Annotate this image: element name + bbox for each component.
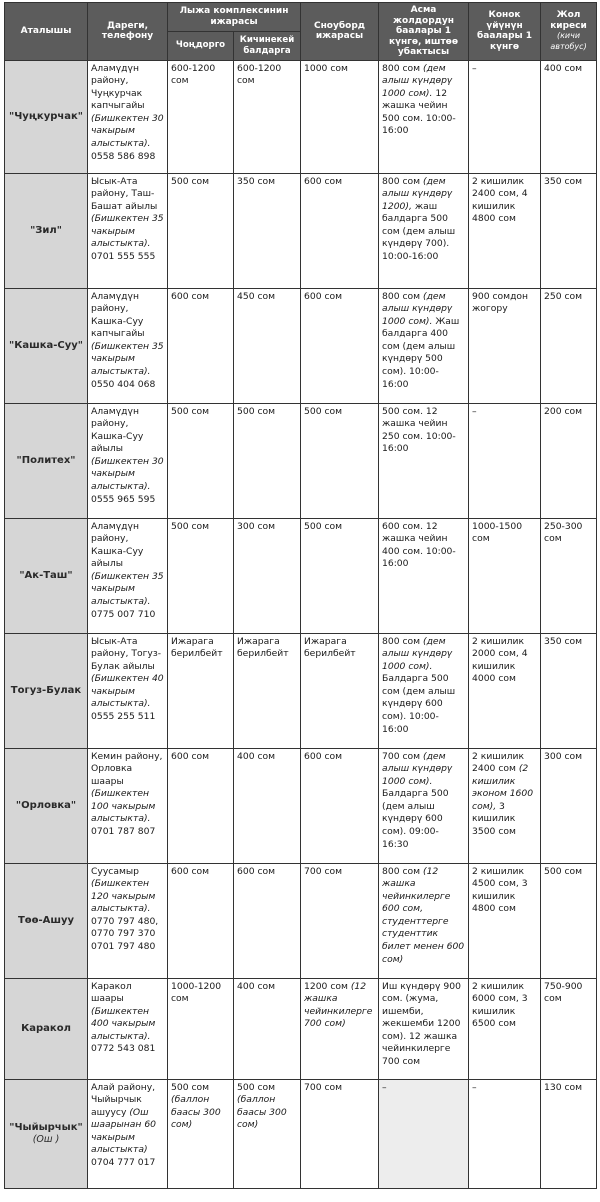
- distance-note: (Бишкектен 30 чакырым алыстыкта).: [91, 455, 164, 493]
- lift-details: 12 жашка чейин 500 сом. 10:00-16:00: [382, 87, 456, 137]
- address-text: Аламүдүн району, Кашка-Суу капчыгайы: [91, 290, 145, 340]
- lift-price: 800 сом: [382, 290, 423, 302]
- hotel-price: –: [472, 405, 477, 417]
- address-cell: [88, 978, 168, 1079]
- transport-price: 250 сом: [544, 290, 583, 302]
- resort-name-cell: [5, 633, 88, 748]
- resort-name: "Ак-Таш": [19, 569, 73, 581]
- snowboard-price: 700 сом: [304, 1081, 343, 1093]
- distance-note: (Бишкектен 120 чакырым алыстыкта).: [91, 878, 156, 915]
- table-row: [5, 863, 597, 978]
- ski-kids-cell: [234, 978, 301, 1079]
- hotel-cell: [469, 1079, 541, 1188]
- transport-price: 750-900 сом: [544, 980, 583, 1005]
- header-ski-adults: Чоңдорго: [168, 31, 234, 60]
- lift-note: (дем алыш күндөрү 1000 сом).: [382, 635, 453, 672]
- header-transport-note: (кичи автобус): [550, 31, 587, 51]
- snowboard-price: 1000 сом: [304, 62, 348, 74]
- ski-kids-price: Ижарага берилбейт: [237, 635, 289, 660]
- hotel-price: 2 кишилик 4500 сом, 3 кишилик 4800 сом: [472, 865, 528, 915]
- transport-price: 500 сом: [544, 865, 583, 877]
- ski-kids-cell: [234, 1079, 301, 1188]
- transport-cell: [541, 403, 597, 518]
- transport-cell: [541, 748, 597, 863]
- address-text: Алай району, Чыйырчык ашуусу: [91, 1081, 156, 1118]
- hotel-cell: [469, 748, 541, 863]
- hotel-price: 2 кишилик 2400 сом, 4 кишилик 4800 сом: [472, 175, 528, 225]
- snowboard-note: (12 жашка чейинкилерге 700 сом): [304, 980, 373, 1030]
- table-header: [5, 3, 597, 61]
- lift-details: Балдарга 500 (дем алыш күндөрү 600 сом). 09:00-16:30: [382, 788, 449, 850]
- address-cell: [88, 1079, 168, 1188]
- address-cell: [88, 633, 168, 748]
- header-ski-rental: Лыжа комплексинин ижарасы: [168, 3, 301, 32]
- ski-adults-price: 600 сом: [171, 750, 210, 762]
- phone-number: 0775 007 710: [91, 608, 156, 620]
- hotel-details: 3 кишилик 3500 сом: [472, 800, 516, 838]
- ski-adults-price: 500 сом: [171, 520, 210, 532]
- hotel-price: 900 сомдон жогору: [472, 290, 529, 315]
- lift-cell: [379, 403, 469, 518]
- ski-adults-cell: [168, 1079, 234, 1188]
- lift-price: 800 сом: [382, 62, 423, 74]
- phone-number: 0701 787 807: [91, 826, 156, 838]
- ski-kids-price: 400 сом: [237, 980, 276, 992]
- lift-note: (12 жашка чейинкилерге 600 сом, студенттерге студенттик билет менен 600 сом): [382, 865, 465, 965]
- hotel-cell: [469, 978, 541, 1079]
- transport-cell: [541, 173, 597, 288]
- ski-kids-cell: [234, 633, 301, 748]
- ski-kids-cell: [234, 288, 301, 403]
- resort-name: Төө-Ашуу: [17, 914, 75, 926]
- ski-kids-price: 600-1200 сом: [237, 62, 282, 87]
- table-row: [5, 60, 597, 173]
- phone-number: 0555 255 511: [91, 711, 156, 723]
- lift-price: 700 сом: [382, 750, 423, 762]
- ski-kids-note: (баллон баасы 300 сом): [237, 1094, 287, 1131]
- header-transport-label: Жол киреси: [550, 10, 587, 31]
- ski-adults-cell: [168, 288, 234, 403]
- table-row: [5, 403, 597, 518]
- ski-adults-price: 500 сом: [171, 1081, 210, 1093]
- lift-price: 800 сом: [382, 175, 423, 187]
- resort-name: Каракол: [21, 1022, 71, 1034]
- phone-number: 0701 555 555: [91, 251, 156, 263]
- ski-kids-price: 350 сом: [237, 175, 276, 187]
- ski-adults-cell: [168, 863, 234, 978]
- ski-adults-price: 500 сом: [171, 405, 210, 417]
- lift-price: 800 сом: [382, 865, 423, 877]
- phone-number: 0555 965 595: [91, 493, 156, 505]
- transport-cell: [541, 978, 597, 1079]
- phone-number: 0550 404 068: [91, 378, 156, 390]
- ski-adults-cell: [168, 978, 234, 1079]
- distance-note: (Бишкектен 100 чакырым алыстыкта).: [91, 788, 156, 825]
- hotel-price: 2 кишилик 2400 сом: [472, 750, 525, 775]
- snowboard-cell: [301, 403, 379, 518]
- address-text: Аламүдүн району, Кашка-Суу айылы: [91, 520, 144, 570]
- ski-adults-cell: [168, 518, 234, 633]
- snowboard-price: 600 сом: [304, 750, 343, 762]
- lift-price: Иш күндөрү 900 сом. (жума, ишемби, жекшемби 1200 сом). 12 жашка чейинкилерге 700 сом: [382, 980, 461, 1068]
- phone-number: 0772 543 081: [91, 1043, 156, 1055]
- address-text: Ысык-Ата району, Таш-Башат айылы: [91, 175, 158, 212]
- hotel-cell: [469, 403, 541, 518]
- resort-name: Тогуз-Булак: [10, 684, 82, 696]
- address-text: Аламүдүн району, Чуңкурчак капчыгайы: [91, 62, 145, 112]
- lift-price: 800 сом: [382, 635, 423, 647]
- lift-cell: [379, 288, 469, 403]
- resort-name: "Орловка": [15, 799, 77, 811]
- lift-cell: [379, 518, 469, 633]
- address-cell: [88, 288, 168, 403]
- resort-name-cell: [5, 863, 88, 978]
- resort-name: "Политех": [16, 454, 76, 466]
- transport-price: 350 сом: [544, 635, 583, 647]
- hotel-cell: [469, 863, 541, 978]
- lift-cell: [379, 60, 469, 173]
- address-cell: [88, 60, 168, 173]
- ski-resorts-table-container: [4, 2, 596, 1198]
- distance-note: (Ош шаарынан 60 чакырым алыстыкта): [91, 1106, 157, 1156]
- header-address: Дареги, телефону: [88, 3, 168, 61]
- header-hotel: Конок үйүнүн баалары 1 күнгө: [469, 3, 541, 61]
- ski-resorts-table: [4, 2, 597, 1189]
- table-row: [5, 633, 597, 748]
- address-cell: [88, 863, 168, 978]
- snowboard-cell: [301, 863, 379, 978]
- hotel-price: 2 кишилик 2000 сом, 4 кишилик 4000 сом: [472, 635, 528, 685]
- distance-note: (Бишкектен 35 чакырым алыстыкта).: [91, 570, 164, 608]
- snowboard-cell: [301, 633, 379, 748]
- ski-adults-note: (баллон баасы 300 сом): [171, 1094, 221, 1131]
- resort-name-cell: [5, 748, 88, 863]
- address-text: Каракол шаары: [91, 980, 132, 1005]
- header-name: Аталышы: [5, 3, 88, 61]
- table-row: [5, 748, 597, 863]
- resort-name-cell: [5, 60, 88, 173]
- hotel-cell: [469, 60, 541, 173]
- lift-cell: [379, 633, 469, 748]
- resort-name: "Зил": [30, 224, 62, 236]
- snowboard-cell: [301, 173, 379, 288]
- ski-adults-cell: [168, 173, 234, 288]
- address-text: Аламүдүн району, Кашка-Суу айылы: [91, 405, 144, 455]
- resort-name-cell: [5, 518, 88, 633]
- snowboard-price: 600 сом: [304, 175, 343, 187]
- transport-cell: [541, 60, 597, 173]
- ski-kids-price: 500 сом: [237, 405, 276, 417]
- hotel-cell: [469, 288, 541, 403]
- table-row: [5, 1079, 597, 1188]
- resort-name-cell: [5, 403, 88, 518]
- address-cell: [88, 518, 168, 633]
- ski-kids-price: 300 сом: [237, 520, 276, 532]
- snowboard-cell: [301, 748, 379, 863]
- address-cell: [88, 748, 168, 863]
- lift-details: Балдарга 500 сом (дем алыш күндөрү 600 сом). 10:00-16:00: [382, 673, 456, 735]
- resort-name-cell: [5, 173, 88, 288]
- table-row: [5, 288, 597, 403]
- snowboard-price: 500 сом: [304, 520, 343, 532]
- snowboard-price: 700 сом: [304, 865, 343, 877]
- ski-kids-price: 600 сом: [237, 865, 276, 877]
- hotel-price: –: [472, 1081, 477, 1093]
- transport-price: 300 сом: [544, 750, 583, 762]
- snowboard-price: 500 сом: [304, 405, 343, 417]
- phone-number: 0558 586 898: [91, 150, 156, 162]
- address-text: Кемин району, Орловка шаары: [91, 750, 163, 787]
- lift-details: Жаш балдарга 400 сом (дем алыш күндөрү 500 сом). 10:00-16:00: [382, 315, 460, 390]
- snowboard-cell: [301, 1079, 379, 1188]
- resort-name: "Кашка-Суу": [8, 339, 84, 351]
- ski-adults-price: Ижарага берилбейт: [171, 635, 223, 660]
- transport-price: 200 сом: [544, 405, 583, 417]
- header-ski-kids: Кичинекей балдарга: [234, 31, 301, 60]
- ski-adults-cell: [168, 403, 234, 518]
- ski-kids-price: 500 сом: [237, 1081, 276, 1093]
- lift-price: 500 сом. 12 жашка чейин 250 сом. 10:00-16:00: [382, 405, 456, 455]
- ski-kids-cell: [234, 173, 301, 288]
- ski-kids-price: 450 сом: [237, 290, 276, 302]
- ski-adults-cell: [168, 748, 234, 863]
- ski-kids-cell: [234, 60, 301, 173]
- ski-adults-cell: [168, 60, 234, 173]
- address-cell: [88, 403, 168, 518]
- snowboard-cell: [301, 978, 379, 1079]
- transport-price: 350 сом: [544, 175, 583, 187]
- distance-note: (Бишкектен 40 чакырым алыстыкта).: [91, 673, 164, 710]
- hotel-note: (2 кишилик эконом 1600 сом),: [472, 763, 534, 812]
- ski-adults-cell: [168, 633, 234, 748]
- ski-adults-price: 1000-1200 сом: [171, 980, 222, 1005]
- hotel-cell: [469, 633, 541, 748]
- ski-kids-cell: [234, 403, 301, 518]
- header-snowboard: Сноуборд ижарасы: [301, 3, 379, 61]
- ski-kids-price: 400 сом: [237, 750, 276, 762]
- ski-kids-cell: [234, 748, 301, 863]
- address-cell: [88, 173, 168, 288]
- table-row: [5, 173, 597, 288]
- lift-cell: [379, 863, 469, 978]
- snowboard-cell: [301, 288, 379, 403]
- hotel-cell: [469, 173, 541, 288]
- hotel-cell: [469, 518, 541, 633]
- resort-region: (Ош ): [32, 1133, 60, 1145]
- lift-note: (дем алыш күндөрү 1000 сом).: [382, 290, 453, 327]
- lift-note: (дем алыш күндөрү 1000 сом).: [382, 62, 453, 99]
- table-row: [5, 978, 597, 1079]
- snowboard-cell: [301, 518, 379, 633]
- lift-price: –: [382, 1081, 387, 1093]
- hotel-price: 1000-1500 сом: [472, 520, 523, 545]
- ski-kids-cell: [234, 518, 301, 633]
- transport-cell: [541, 633, 597, 748]
- transport-price: 250-300 сом: [544, 520, 583, 545]
- table-row: [5, 518, 597, 633]
- ski-adults-price: 600 сом: [171, 290, 210, 302]
- snowboard-price: 1200 сом: [304, 980, 351, 992]
- hotel-price: –: [472, 62, 477, 74]
- resort-name-cell: [5, 978, 88, 1079]
- lift-cell: [379, 748, 469, 863]
- lift-cell: [379, 173, 469, 288]
- lift-note: (дем алыш күндөрү 1200),: [382, 175, 453, 212]
- resort-name-cell: [5, 1079, 88, 1188]
- table-body: [5, 60, 597, 1188]
- distance-note: (Бишкектен 35 чакырым алыстыкта).: [91, 340, 164, 378]
- distance-note: (Бишкектен 400 чакырым алыстыкта).: [91, 1005, 156, 1042]
- resort-name-cell: [5, 288, 88, 403]
- transport-cell: [541, 863, 597, 978]
- ski-kids-cell: [234, 863, 301, 978]
- transport-cell: [541, 518, 597, 633]
- transport-price: 130 сом: [544, 1081, 583, 1093]
- resort-name: "Чуңкурчак": [9, 110, 83, 122]
- lift-price: 600 сом. 12 жашка чейин 400 сом. 10:00-16:00: [382, 520, 456, 570]
- distance-note: (Бишкектен 35 чакырым алыстыкта).: [91, 213, 164, 250]
- lift-details: жаш балдарга 500 сом (дем алыш күндөрү 700). 10:00-16:00: [382, 200, 456, 263]
- transport-cell: [541, 288, 597, 403]
- transport-price: 400 сом: [544, 62, 583, 74]
- distance-note: (Бишкектен 30 чакырым алыстыкта).: [91, 112, 164, 150]
- lift-cell: [379, 978, 469, 1079]
- lift-note: (дем алыш күндөрү 1000 сом).: [382, 750, 453, 787]
- ski-adults-price: 600-1200 сом: [171, 62, 216, 87]
- ski-adults-price: 500 сом: [171, 175, 210, 187]
- header-lift: Асма жолдордун баалары 1 күнгө, иштөө убактысы: [379, 3, 469, 61]
- snowboard-price: 600 сом: [304, 290, 343, 302]
- hotel-price: 2 кишилик 6000 сом, 3 кишилик 6500 сом: [472, 980, 528, 1030]
- address-text: Ысык-Ата району, Тогуз-Булак айылы: [91, 635, 162, 672]
- lift-cell: [379, 1079, 469, 1188]
- resort-name: "Чыйырчык": [9, 1121, 83, 1133]
- phone-number: 0704 777 017: [91, 1157, 156, 1169]
- ski-adults-price: 600 сом: [171, 865, 210, 877]
- transport-cell: [541, 1079, 597, 1188]
- snowboard-price: Ижарага берилбейт: [304, 635, 356, 660]
- snowboard-cell: [301, 60, 379, 173]
- address-text: Суусамыр: [91, 865, 139, 877]
- header-transport: [541, 3, 597, 61]
- phone-number: 0770 797 480, 0770 797 370 0701 797 480: [91, 915, 159, 953]
